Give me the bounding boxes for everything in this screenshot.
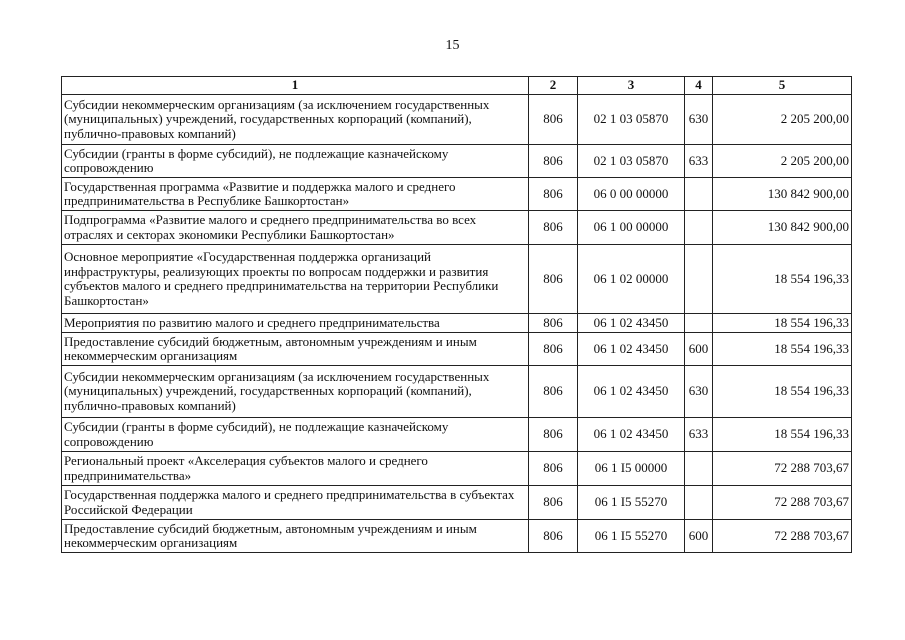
table-row bbox=[62, 333, 852, 366]
row-name: Субсидии (гранты в форме субсидий), не подлежащие казначейскому сопровождению bbox=[62, 418, 529, 452]
table-row bbox=[62, 178, 852, 211]
row-amount: 2 205 200,00 bbox=[713, 95, 852, 145]
row-amount: 72 288 703,67 bbox=[713, 486, 852, 520]
row-department-code: 806 bbox=[529, 314, 578, 333]
row-target-article: 06 1 02 00000 bbox=[578, 245, 685, 314]
row-department-code: 806 bbox=[529, 366, 578, 418]
header-col-5: 5 bbox=[713, 77, 852, 95]
row-name: Предоставление субсидий бюджетным, автономным учреждениям и иным некоммерческим организациям bbox=[62, 520, 529, 553]
header-col-1: 1 bbox=[62, 77, 529, 95]
row-amount: 130 842 900,00 bbox=[713, 178, 852, 211]
table-row bbox=[62, 245, 852, 314]
row-expense-type: 600 bbox=[685, 333, 713, 366]
row-target-article: 02 1 03 05870 bbox=[578, 145, 685, 178]
table-row bbox=[62, 520, 852, 553]
row-target-article: 06 1 02 43450 bbox=[578, 418, 685, 452]
row-department-code: 806 bbox=[529, 333, 578, 366]
row-amount: 72 288 703,67 bbox=[713, 452, 852, 486]
row-department-code: 806 bbox=[529, 245, 578, 314]
row-department-code: 806 bbox=[529, 486, 578, 520]
row-amount: 18 554 196,33 bbox=[713, 245, 852, 314]
row-target-article: 06 1 02 43450 bbox=[578, 333, 685, 366]
row-expense-type: 630 bbox=[685, 366, 713, 418]
row-department-code: 806 bbox=[529, 418, 578, 452]
header-col-4: 4 bbox=[685, 77, 713, 95]
header-col-3: 3 bbox=[578, 77, 685, 95]
row-target-article: 06 1 00 00000 bbox=[578, 211, 685, 245]
row-amount: 18 554 196,33 bbox=[713, 333, 852, 366]
row-target-article: 06 1 02 43450 bbox=[578, 314, 685, 333]
row-name: Субсидии (гранты в форме субсидий), не подлежащие казначейскому сопровождению bbox=[62, 145, 529, 178]
row-amount: 18 554 196,33 bbox=[713, 418, 852, 452]
row-expense-type bbox=[685, 178, 713, 211]
row-name: Субсидии некоммерческим организациям (за исключением государственных (муниципальных) учреждений, государственных корпораций (компаний), публично-правовых компаний) bbox=[62, 366, 529, 418]
budget-table bbox=[61, 76, 852, 553]
row-target-article: 06 1 I5 55270 bbox=[578, 520, 685, 553]
row-expense-type bbox=[685, 486, 713, 520]
row-amount: 130 842 900,00 bbox=[713, 211, 852, 245]
row-target-article: 02 1 03 05870 bbox=[578, 95, 685, 145]
row-amount: 72 288 703,67 bbox=[713, 520, 852, 553]
row-department-code: 806 bbox=[529, 145, 578, 178]
row-name: Мероприятия по развитию малого и среднего предпринимательства bbox=[62, 314, 529, 333]
row-expense-type bbox=[685, 452, 713, 486]
row-expense-type: 633 bbox=[685, 418, 713, 452]
row-target-article: 06 1 I5 55270 bbox=[578, 486, 685, 520]
table-row bbox=[62, 486, 852, 520]
table-row bbox=[62, 314, 852, 333]
row-name: Государственная программа «Развитие и поддержка малого и среднего предпринимательства в Республике Башкортостан» bbox=[62, 178, 529, 211]
row-name: Государственная поддержка малого и среднего предпринимательства в субъектах Российской Федерации bbox=[62, 486, 529, 520]
row-name: Подпрограмма «Развитие малого и среднего предпринимательства во всех отраслях и секторах экономики Республики Башкортостан» bbox=[62, 211, 529, 245]
row-name: Основное мероприятие «Государственная поддержка организаций инфраструктуры, реализующих проекты по вопросам поддержки и развития субъектов малого и среднего предпринимательства на территории Республики Башкортостан» bbox=[62, 245, 529, 314]
row-department-code: 806 bbox=[529, 520, 578, 553]
row-target-article: 06 1 02 43450 bbox=[578, 366, 685, 418]
row-department-code: 806 bbox=[529, 211, 578, 245]
row-department-code: 806 bbox=[529, 95, 578, 145]
row-expense-type bbox=[685, 245, 713, 314]
row-expense-type: 600 bbox=[685, 520, 713, 553]
table-header-row bbox=[62, 77, 852, 95]
table-row bbox=[62, 95, 852, 145]
row-expense-type bbox=[685, 314, 713, 333]
row-amount: 18 554 196,33 bbox=[713, 314, 852, 333]
row-name: Предоставление субсидий бюджетным, автономным учреждениям и иным некоммерческим организациям bbox=[62, 333, 529, 366]
row-name: Субсидии некоммерческим организациям (за исключением государственных (муниципальных) учреждений, государственных корпораций (компаний), публично-правовых компаний) bbox=[62, 95, 529, 145]
header-col-2: 2 bbox=[529, 77, 578, 95]
row-target-article: 06 0 00 00000 bbox=[578, 178, 685, 211]
table-row bbox=[62, 145, 852, 178]
row-expense-type: 633 bbox=[685, 145, 713, 178]
table-row bbox=[62, 366, 852, 418]
row-expense-type: 630 bbox=[685, 95, 713, 145]
row-amount: 18 554 196,33 bbox=[713, 366, 852, 418]
row-department-code: 806 bbox=[529, 452, 578, 486]
page-number: 15 bbox=[445, 38, 460, 53]
table-row bbox=[62, 211, 852, 245]
table-row bbox=[62, 452, 852, 486]
row-name: Региональный проект «Акселерация субъектов малого и среднего предпринимательства» bbox=[62, 452, 529, 486]
row-target-article: 06 1 I5 00000 bbox=[578, 452, 685, 486]
row-expense-type bbox=[685, 211, 713, 245]
table-row bbox=[62, 418, 852, 452]
row-amount: 2 205 200,00 bbox=[713, 145, 852, 178]
row-department-code: 806 bbox=[529, 178, 578, 211]
